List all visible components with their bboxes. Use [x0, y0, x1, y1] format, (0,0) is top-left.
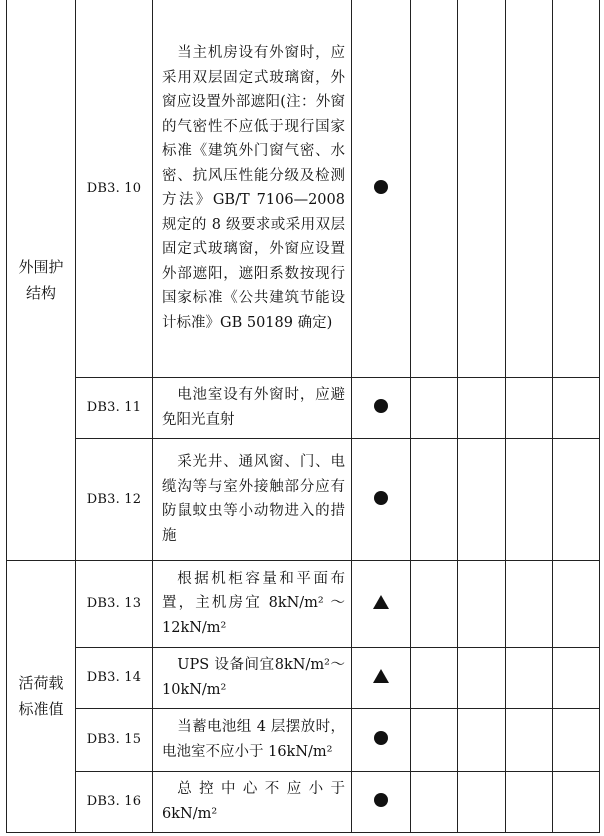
category-cell — [7, 0, 76, 560]
empty-cell — [553, 771, 600, 832]
category-label: 结构 — [25, 283, 56, 302]
requirement-mark — [352, 771, 411, 832]
clause-code: DB3. 14 — [76, 647, 153, 708]
empty-cell — [411, 708, 458, 771]
table-row — [7, 0, 600, 377]
table-row — [7, 647, 600, 708]
empty-cell — [553, 708, 600, 771]
empty-cell — [411, 560, 458, 647]
requirement-mark — [352, 560, 411, 647]
empty-cell — [458, 560, 506, 647]
empty-cell — [553, 647, 600, 708]
requirement-mark — [352, 0, 411, 377]
empty-cell — [553, 560, 600, 647]
clause-text: UPS 设备间宜8kN/m²～10kN/m² — [153, 647, 352, 708]
empty-cell — [458, 771, 506, 832]
table-row — [7, 708, 600, 771]
empty-cell — [506, 560, 553, 647]
category-label: 外围护 — [18, 257, 64, 276]
empty-cell — [506, 438, 553, 560]
filled-circle-icon — [374, 399, 388, 413]
requirement-mark — [352, 647, 411, 708]
filled-circle-icon — [374, 793, 388, 807]
empty-cell — [411, 377, 458, 438]
filled-triangle-icon — [373, 669, 389, 683]
empty-cell — [506, 0, 553, 377]
clause-code: DB3. 13 — [76, 560, 153, 647]
empty-cell — [506, 771, 553, 832]
clause-code: DB3. 16 — [76, 771, 153, 832]
clause-code: DB3. 12 — [76, 438, 153, 560]
spec-table — [6, 0, 600, 833]
filled-circle-icon — [374, 491, 388, 505]
empty-cell — [411, 0, 458, 377]
empty-cell — [506, 647, 553, 708]
table-row — [7, 560, 600, 647]
table-row — [7, 377, 600, 438]
filled-triangle-icon — [373, 595, 389, 609]
empty-cell — [553, 438, 600, 560]
table-row — [7, 771, 600, 832]
empty-cell — [458, 647, 506, 708]
table-row — [7, 438, 600, 560]
empty-cell — [553, 377, 600, 438]
filled-circle-icon — [374, 731, 388, 745]
clause-code: DB3. 10 — [76, 0, 153, 377]
clause-code: DB3. 15 — [76, 708, 153, 771]
clause-text: 电池室设有外窗时，应避免阳光直射 — [153, 377, 352, 438]
category-label: 活荷载 — [18, 674, 64, 692]
empty-cell — [411, 771, 458, 832]
requirement-mark — [352, 377, 411, 438]
empty-cell — [411, 438, 458, 560]
requirement-mark — [352, 438, 411, 560]
filled-circle-icon — [374, 180, 388, 194]
category-cell — [7, 560, 76, 832]
clause-text: 当蓄电池组 4 层摆放时，电池室不应小于 16kN/m² — [153, 708, 352, 771]
category-label: 标准值 — [18, 700, 64, 718]
empty-cell — [458, 377, 506, 438]
empty-cell — [458, 438, 506, 560]
clause-text: 当主机房设有外窗时，应采用双层固定式玻璃窗，外窗应设置外部遮阳(注：外窗的气密性不应低于现行国家标准《建筑外门窗气密、水密、抗风压性能分级及检测方法》GB/T 7106—2008 规定的 8 级要求或采用双层固定式玻璃窗，外窗应设置外部遮阳，遮阳系数按现行国家标准《公共建筑节能设计标准》GB 50189 确定) — [153, 0, 352, 377]
empty-cell — [458, 0, 506, 377]
clause-text: 根据机柜容量和平面布置，主机房宜 8kN/m² ～ 12kN/m² — [153, 560, 352, 647]
requirement-mark — [352, 708, 411, 771]
clause-code: DB3. 11 — [76, 377, 153, 438]
empty-cell — [506, 708, 553, 771]
clause-text: 总控中心不应小于 6kN/m² — [153, 771, 352, 832]
empty-cell — [411, 647, 458, 708]
empty-cell — [458, 708, 506, 771]
clause-text: 采光井、通风窗、门、电缆沟等与室外接触部分应有防鼠蚊虫等小动物进入的措施 — [153, 438, 352, 560]
empty-cell — [553, 0, 600, 377]
empty-cell — [506, 377, 553, 438]
